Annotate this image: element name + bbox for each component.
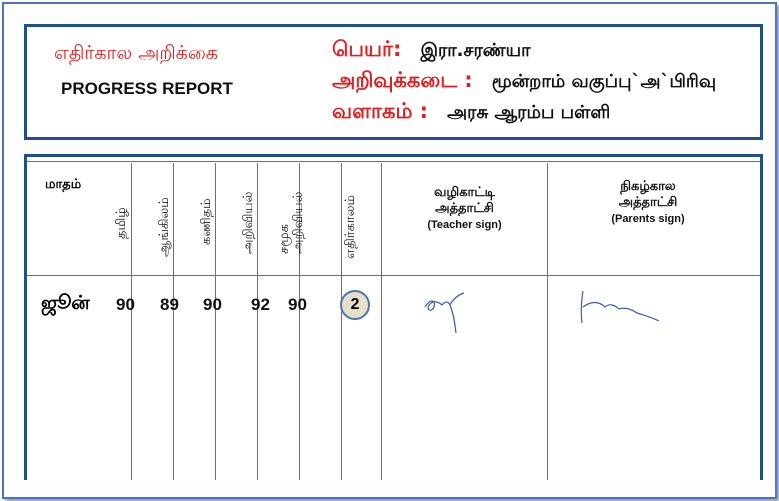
- column-divider: [215, 163, 216, 480]
- parent-header-sub: (Parents sign): [611, 213, 685, 225]
- class-row: [332, 68, 716, 95]
- name-row: [332, 37, 531, 64]
- score-science: 92: [251, 295, 270, 314]
- name-value: இரா.சரண்யா: [420, 40, 531, 61]
- teacher-signature-icon: [420, 285, 470, 335]
- parent-sign-header: [553, 179, 743, 227]
- column-divider: [341, 163, 342, 480]
- subject-social-science: சமூக அறிவியல்: [277, 191, 306, 254]
- column-divider: [173, 163, 174, 480]
- header-row-divider: [27, 275, 760, 276]
- class-label: அறிவுக்கடை :: [332, 68, 473, 92]
- school-row: [332, 99, 610, 126]
- teacher-header-text: வழிகாட்டி அத்தாட்சி: [433, 185, 496, 216]
- teacher-sign-header: [387, 185, 542, 233]
- subject-maths: கணிதம்: [199, 198, 214, 245]
- title-tamil: எதிர்கால அறிக்கை: [54, 42, 218, 64]
- parent-header-text: நிகழ்கால அத்தாட்சி: [618, 179, 678, 210]
- column-divider: [547, 163, 548, 480]
- column-divider: [257, 163, 258, 480]
- subject-english: ஆங்கிலம்: [157, 197, 172, 257]
- name-label: பெயர்:: [332, 37, 402, 61]
- parent-signature-icon: [575, 285, 665, 329]
- report-card: [2, 2, 777, 499]
- score-social-science: 90: [288, 295, 307, 314]
- score-english: 89: [160, 295, 179, 314]
- future-score-badge: 2: [340, 290, 370, 320]
- column-divider: [381, 163, 382, 480]
- class-value: மூன்றாம் வகுப்பு`அ`பிரிவு: [491, 71, 717, 92]
- score-maths: 90: [203, 295, 222, 314]
- column-divider: [131, 163, 132, 480]
- month-header: மாதம்: [45, 177, 82, 192]
- teacher-header-sub: (Teacher sign): [427, 219, 502, 231]
- school-label: வளாகம் :: [332, 99, 429, 123]
- title-english: PROGRESS REPORT: [61, 79, 233, 98]
- marks-table: [24, 154, 763, 480]
- subject-future: எதிர்காலம்: [343, 195, 358, 259]
- school-value: அரசு ஆரம்ப பள்ளி: [447, 102, 611, 123]
- report-header: [24, 24, 763, 140]
- subject-science: அறிவியல்: [241, 191, 256, 254]
- month-value: ஜூன்: [41, 292, 90, 314]
- subject-tamil: தமிழ்: [114, 207, 129, 239]
- score-tamil: 90: [116, 295, 135, 314]
- table-top-rule: [27, 161, 760, 162]
